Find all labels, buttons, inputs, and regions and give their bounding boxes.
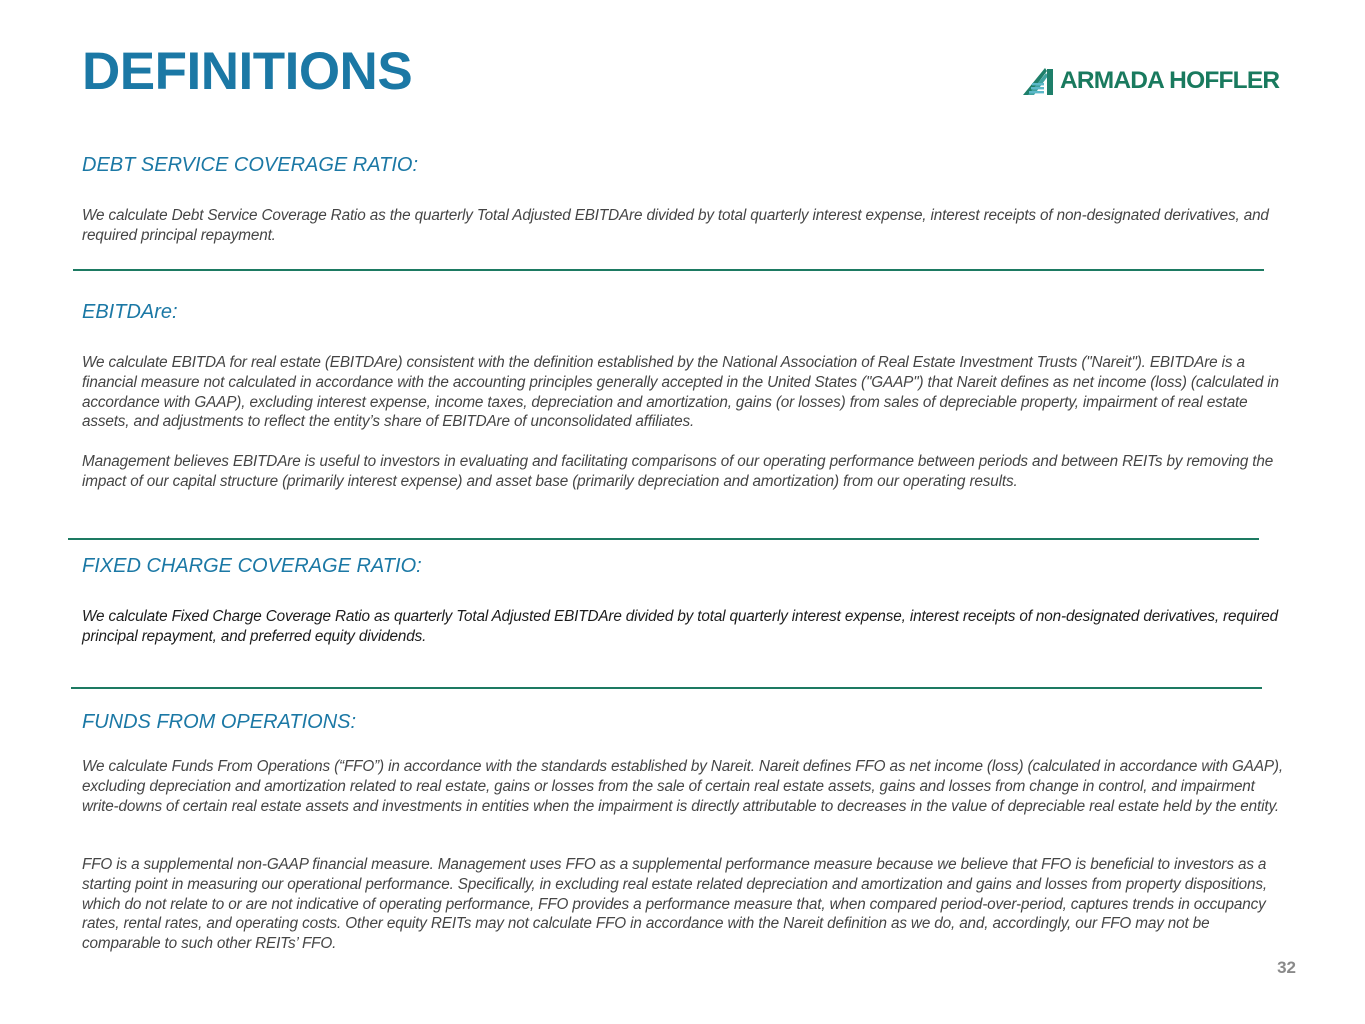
company-logo: [1022, 64, 1279, 98]
section-divider: [73, 269, 1264, 271]
paragraph-ebitdare-usefulness: Management believes EBITDAre is useful to investors in evaluating and facilitating comparisons of our operating performance between periods and between REITs by removing the impact of our capital structure (primarily interest expense) and asset base (primarily depreciation and amortization) from our operating results.: [82, 453, 1274, 490]
logo-text: ARMADA HOFFLER: [1060, 67, 1280, 94]
section-heading-funds-from-operations: FUNDS FROM OPERATIONS:: [82, 711, 357, 733]
paragraph-ffo-supplemental: FFO is a supplemental non-GAAP financial measure. Management uses FFO as a supplemental performance measure because we believe that FFO is beneficial to investors as a starting point in measuring our operational performance. Specifically, in excluding real estate related depreciation and amortization and gains and losses from property dispositions, which do not relate to or are not indicative of operating performance, FFO provides a performance measure that, when compared period-over-period, captures trends in occupancy rates, rental rates, and operating costs. Other equity REITs may not calculate FFO in accordance with the Nareit definition as we do, and, accordingly, our FFO may not be comparable to such other REITs’ FFO.: [82, 856, 1267, 953]
section-heading-debt-service-coverage-ratio: DEBT SERVICE COVERAGE RATIO:: [82, 154, 418, 176]
page-title: DEFINITIONS: [82, 42, 413, 101]
paragraph-debt-service-coverage-ratio: We calculate Debt Service Coverage Ratio as the quarterly Total Adjusted EBITDAre divided by total quarterly interest expense, interest receipts of non-designated derivatives, and required principal repayment.: [82, 207, 1269, 244]
section-divider: [71, 687, 1262, 689]
section-heading-fixed-charge-coverage-ratio: FIXED CHARGE COVERAGE RATIO:: [82, 555, 422, 577]
armada-hoffler-logo-icon: [1022, 65, 1056, 97]
paragraph-ffo-definition: We calculate Funds From Operations (“FFO”) in accordance with the standards established by Nareit. Nareit defines FFO as net income (loss) (calculated in accordance with GAAP), excluding depreciation and amortization related to real estate, gains or losses from the sale of certain real estate assets, gains and losses from change in control, and impairment write-downs of certain real estate assets and investments in entities when the impairment is directly attributable to decreases in the value of depreciable real estate held by the entity.: [82, 758, 1283, 815]
section-heading-ebitdare: EBITDAre:: [82, 301, 178, 323]
page-number: 32: [1277, 958, 1296, 977]
paragraph-fixed-charge-coverage-ratio: We calculate Fixed Charge Coverage Ratio as quarterly Total Adjusted EBITDAre divided by total quarterly interest expense, interest receipts of non-designated derivatives, required principal repayment, and preferred equity dividends.: [82, 608, 1278, 645]
paragraph-ebitdare-definition: We calculate EBITDA for real estate (EBITDAre) consistent with the definition established by the National Association of Real Estate Investment Trusts ("Nareit"). EBITDAre is a financial measure not calculated in accordance with the accounting principles generally accepted in the United States ("GAAP") that Nareit defines as net income (loss) (calculated in accordance with GAAP), excluding interest expense, income taxes, depreciation and amortization, gains (or losses) from sales of depreciable property, impairment of real estate assets, and adjustments to reflect the entity’s share of EBITDAre of unconsolidated affiliates.: [82, 354, 1279, 431]
section-divider: [68, 538, 1259, 540]
